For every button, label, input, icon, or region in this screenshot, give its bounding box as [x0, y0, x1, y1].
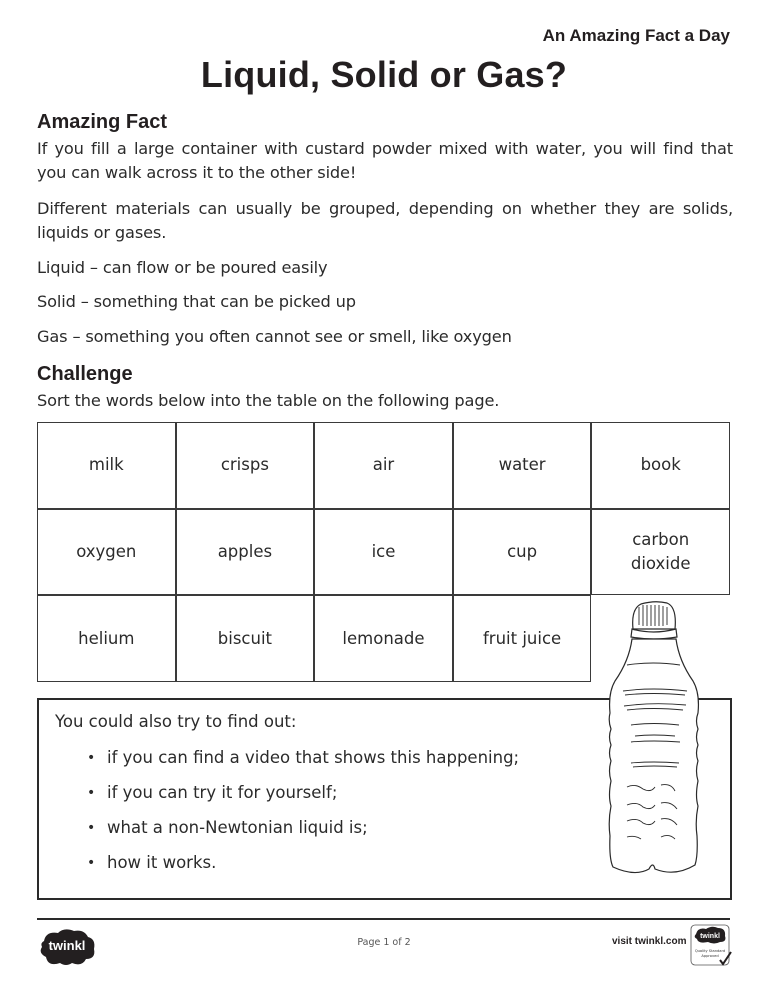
logo-text: twinkl [48, 938, 86, 953]
word-cell: lemonade [314, 595, 453, 682]
list-item: • if you can find a video that shows this happening; [87, 746, 519, 781]
footer-divider [37, 918, 730, 920]
word-cell: water [453, 422, 592, 509]
amazing-fact-paragraph: If you fill a large container with custard powder mixed with water, you will find that you can walk across it to the other side! [37, 139, 733, 182]
word-cell: fruit juice [453, 595, 592, 682]
word-cell: air [314, 422, 453, 509]
list-item: • if you can try it for yourself; [87, 781, 519, 816]
svg-text:Approved: Approved [701, 954, 719, 958]
bullet-icon: • [87, 785, 96, 801]
word-cell: carbon dioxide [591, 509, 730, 596]
challenge-heading: Challenge [37, 363, 133, 385]
word-cell: apples [176, 509, 315, 596]
list-item: • how it works. [87, 851, 519, 886]
find-out-intro: You could also try to find out: [55, 712, 297, 731]
svg-text:Quality Standard: Quality Standard [694, 949, 726, 953]
word-cell: book [591, 422, 730, 509]
series-label: An Amazing Fact a Day [542, 26, 730, 45]
definition-gas: Gas – something you often cannot see or smell, like oxygen [37, 327, 512, 346]
word-cell: ice [314, 509, 453, 596]
word-cell: helium [37, 595, 176, 682]
challenge-instruction: Sort the words below into the table on the following page. [37, 391, 500, 410]
bullet-icon: • [87, 750, 96, 766]
water-bottle-icon [605, 601, 730, 877]
amazing-fact-heading: Amazing Fact [37, 111, 168, 133]
svg-text:twinkl: twinkl [700, 933, 720, 940]
word-cell: oxygen [37, 509, 176, 596]
bullet-icon: • [87, 820, 96, 836]
word-cell: milk [37, 422, 176, 509]
definition-liquid: Liquid – can flow or be poured easily [37, 258, 328, 277]
page-indicator: Page 1 of 2 [357, 937, 411, 948]
bullet-icon: • [87, 855, 96, 871]
word-cell: biscuit [176, 595, 315, 682]
word-cell: crisps [176, 422, 315, 509]
list-item: • what a non-Newtonian liquid is; [87, 816, 519, 851]
visit-twinkl-link[interactable]: visit twinkl.com [612, 936, 687, 947]
find-out-list [87, 746, 519, 886]
quality-standard-badge-icon [690, 924, 732, 967]
materials-paragraph: Different materials can usually be grouped, depending on whether they are solids, liquids or gases. [37, 199, 733, 242]
word-cell: cup [453, 509, 592, 596]
page-title: Liquid, Solid or Gas? [200, 54, 568, 95]
definition-solid: Solid – something that can be picked up [37, 292, 356, 311]
